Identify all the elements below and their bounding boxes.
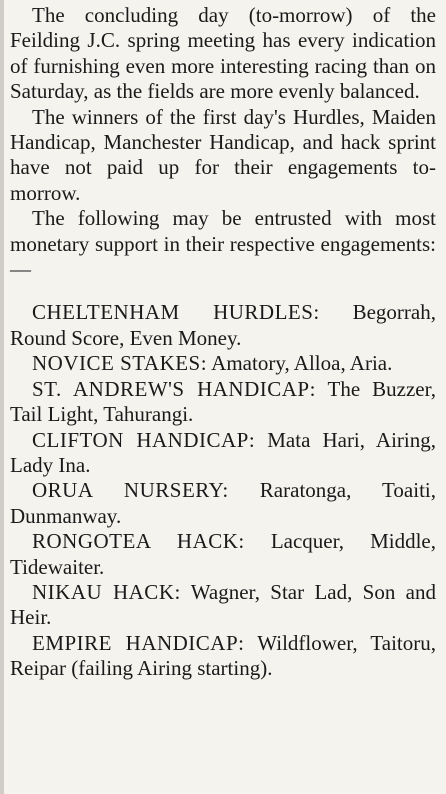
tip-empire-handicap [10,631,436,682]
race-picks: The Buzzer, Tail Light, Tahurangi. [10,376,436,427]
tip-orua-nursery [10,478,436,529]
race-name: RONGOTEA HACK: [32,529,245,554]
tip-rongotea-hack [10,529,436,580]
race-name: ST. ANDREW'S HANDICAP: [32,376,316,401]
race-picks: Begorrah, Round Score, Even Money. [10,300,436,350]
page-edge [0,0,4,794]
winners-paragraph: The winners of the first day's Hurdles, Maiden Handicap, Manchester Handicap, and hack sprint have not paid up for their engagements to-morrow. [10,104,436,205]
tip-novice-stakes [10,351,436,376]
race-picks: Lacquer, Middle, Tidewaiter. [10,529,437,579]
race-picks: Amatory, Alloa, Aria. [211,351,393,376]
race-name: ORUA NURSERY: [32,478,229,503]
race-name: NIKAU HACK: [32,579,181,604]
race-name: CHELTENHAM HURDLES: [32,300,320,325]
section-gap [10,282,436,300]
tip-st-andrews-handicap [10,377,436,428]
race-picks: Wildflower, Taitoru, Reipar (failing Airing starting). [10,630,436,681]
support-paragraph: The following may be entrusted with most monetary support in their respective engagements:— [10,206,436,282]
tip-clifton-handicap [10,428,436,479]
race-picks: Mata Hari, Airing, Lady Ina. [10,427,436,477]
race-name: EMPIRE HANDICAP: [32,630,245,655]
race-name: NOVICE STAKES: [32,351,208,376]
tip-nikau-hack [10,580,436,631]
tip-cheltenham-hurdles [10,300,436,351]
intro-paragraph: The concluding day (to-morrow) of the Feilding J.C. spring meeting has every indication of furnishing even more interesting racing than on Saturday, as the fields are more evenly balanced. [10,3,436,104]
race-picks: Wagner, Star Lad, Son and Heir. [10,579,436,630]
race-name: CLIFTON HANDICAP: [32,427,256,452]
race-picks: Raratonga, Toaiti, Dunmanway. [10,478,436,528]
